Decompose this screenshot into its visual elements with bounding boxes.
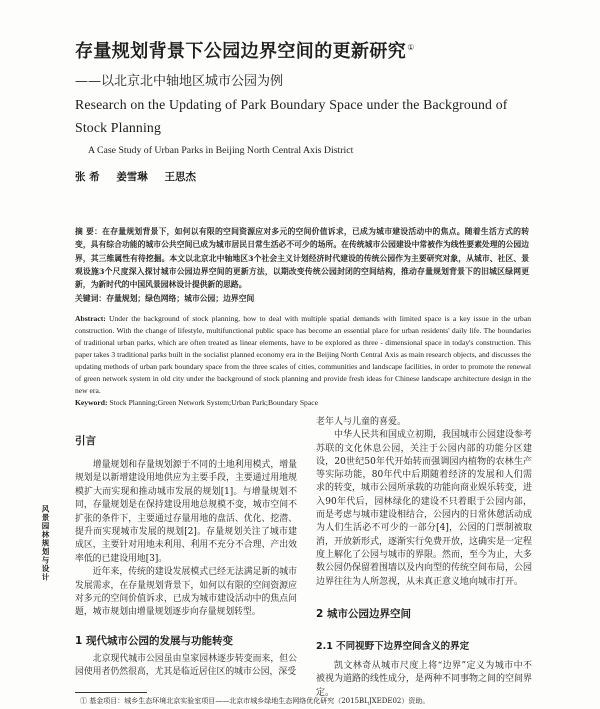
- funding-footnote: ① 基金项目：城乡生态环境北京实验室项目——北京市城乡绿地生态网络优化研究（2015BLJXEDE02）资助。: [80, 697, 430, 705]
- keywords-chinese: [75, 292, 529, 305]
- body-paragraph: 增量规划和存量规划源于不同的土地利用模式，增量规划是以新增建设用地供应为主要手段，主要通过用地规模扩大而实现和推动城市发展的规划[1]。与增量规划不同，存量规划是在保持建设用地总规模不变，城市空间不扩张的条件下，主要通过存量用地的盘活、优化、挖潜、提升而实现城市发展的规划[2]。存量规划关注了城市建成区，主要针对用地未利用、利用不充分不合理、产出效率低的已建设用地[3]。: [75, 460, 297, 564]
- intro-body: [75, 459, 297, 620]
- paper-title-english: [75, 93, 508, 139]
- abstract-english-text: Under the background of stock planning, how to deal with multiple spatial demands with limited space is a key issue in the urban construction. With the change of lifestyle, multifunctional public space has become an essential place for urban residents' daily life. The boundaries of traditional urban parks, which are often treated as linear elements, have to be explored as three - dimensional space in today's construction. This paper takes 3 traditional parks built in the socialist planned economy era in the Beijing North Central Axis as main research objects, and discusses the updating methods of urban park boundary space from the three scales of cities, communities and landscape facilities, in order to promote the renewal of green network system in old city under the background of stock planning and provide fresh ideas for Chinese landscape architecture design in the new era.: [75, 314, 531, 395]
- section-2-1-heading: 2.1 不同视野下边界空间含义的界定: [316, 641, 470, 652]
- body-paragraph: 近年来，传统的建设发展模式已经无法满足新的城市发展需求，在存量规划背景下，如何以有限的空间资源应对多元的空间价值诉求，已成为城市建设活动中的焦点问题，城市规划由增量规划逐步向存量规划转型。: [75, 567, 297, 618]
- section-1-heading: 1 现代城市公园的发展与功能转变: [75, 635, 233, 647]
- intro-heading: 引言: [75, 435, 96, 447]
- keywords-english-label: Keyword:: [75, 398, 108, 407]
- paper-title: [75, 37, 415, 63]
- footnote-divider: [75, 692, 147, 693]
- paper-subtitle-english: A Case Study of Urban Parks in Beijing North Central Axis District: [88, 145, 354, 156]
- body-paragraph-continued: 老年人与儿童的喜爱。: [316, 417, 407, 427]
- paper-title-english-line: Research on the Updating of Park Boundary Space under the Background of: [75, 97, 508, 112]
- keywords-english-text: Stock Planning;Green Network System;Urban Park;Boundary Space: [107, 398, 318, 407]
- keywords-chinese-label: 关键词：: [75, 294, 107, 303]
- abstract-chinese-label: 摘 要：: [75, 227, 103, 236]
- author-list: [75, 169, 209, 184]
- right-column-body: [316, 416, 532, 589]
- paper-title-text: 存量规划背景下公园边界空间的更新研究: [75, 41, 407, 62]
- keywords-english: [75, 397, 318, 409]
- body-paragraph: 中华人民共和国成立初期，我国城市公园建设参考苏联的文化休息公园，关注于公园内部的功能分区建设，20世纪50年代开始转而强调园内植物的农林生产等实际功能，80年代中后期随着经济的发展和人们需求的转变，城市公园所承载的功能向商业娱乐转变，进入90年代后，园林绿化的建设不只着眼于公园内部，而是考虑与城市建设相结合，公园内的日常休憩活动成为人们生活必不可少的一部分[4]，公园的门票制被取消，开放新形式，逐渐实行免费开放，这确实是一定程度上解化了公园与城市的界限。然而，至今为止，大多数公园仍保留着围墙以及内向型的传统空间布局，公园边界往往为人所忽视，从未真正意义地向城市打开。: [316, 430, 533, 587]
- title-footnote-marker: ①: [407, 43, 415, 52]
- body-paragraph: 北京现代城市公园虽由皇家园林逐步转变而来，但公园使用者仍然很高，尤其是临近居住区的城市公园，深受: [75, 654, 297, 678]
- author-name: 张 希: [75, 171, 100, 183]
- abstract-chinese: [75, 225, 529, 291]
- abstract-english-label: Abstract:: [75, 314, 106, 323]
- author-name: 姜雪琳: [116, 171, 148, 183]
- journal-section-side-label: 风景园林规划与设计: [41, 505, 50, 582]
- author-name: 王思杰: [164, 171, 196, 183]
- section-1-body: [75, 653, 297, 680]
- abstract-english: [75, 313, 531, 397]
- keywords-chinese-text: 存量规划；绿色网络；城市公园；边界空间: [106, 294, 255, 303]
- section-2-heading: 2 城市公园边界空间: [316, 608, 411, 620]
- body-paragraph: 凯文林奇从城市尺度上将“边界”定义为城市中不被视为道路的线性成分，是两种不同事物之间的空间界定。: [316, 661, 533, 698]
- abstract-chinese-text: 在存量规划背景下，如何以有限的空间资源应对多元的空间价值诉求，已成为城市建设活动中的焦点。随着生活方式的转变，具有综合功能的城市公共空间已成为城市居民日常生活必不可少的场所。在传统城市公园建设中常被作为线性要素处理的公园边界，其三维属性有待挖掘。本文以北京北中轴地区3个社会主义计划经济时代建设的传统公园作为主要研究对象，从城市、社区、景观设施3个尺度深入探讨城市公园边界空间的更新方法，以期改变传统公园封闭的空间结构，推动存量规划背景下的旧城区绿网更新，为新时代的中国风景园林设计提供新的思路。: [75, 227, 529, 290]
- section-2-1-body: [316, 660, 532, 700]
- paper-title-english-line: Stock Planning: [75, 120, 162, 135]
- paper-subtitle: ——以北京北中轴地区城市公园为例: [75, 74, 284, 89]
